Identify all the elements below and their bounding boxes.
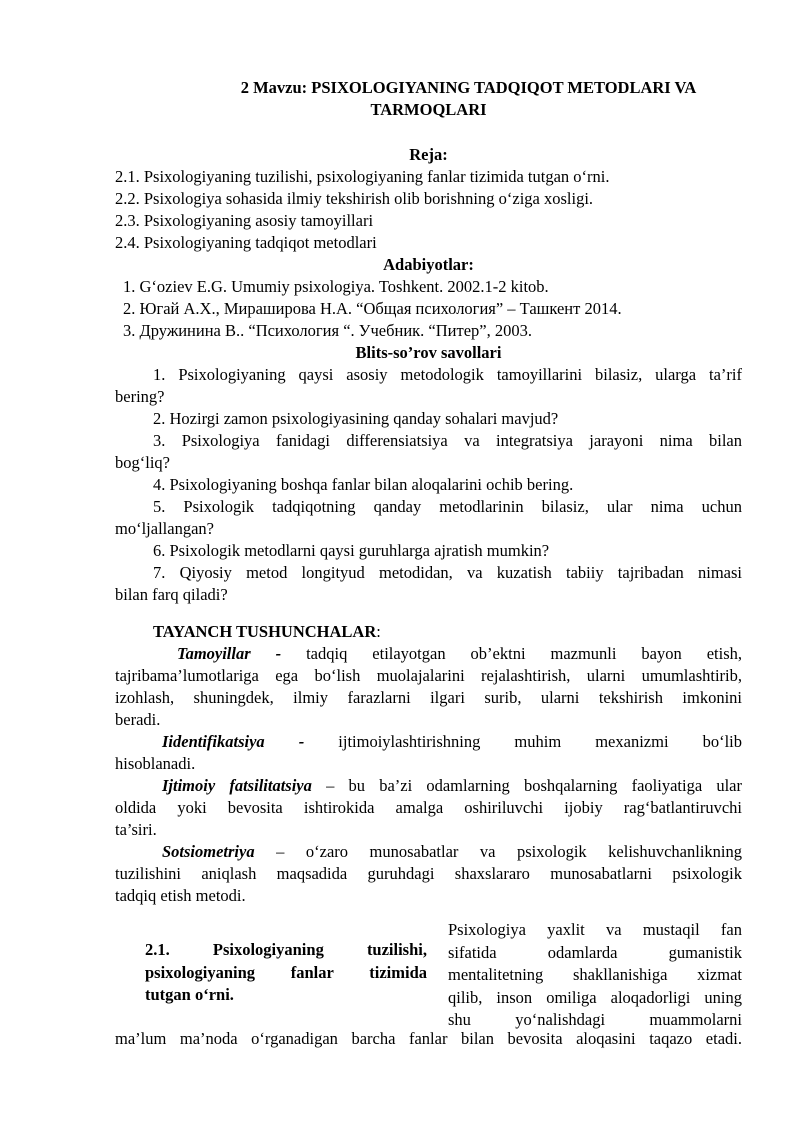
section-text-line: shu yo‘nalishdagi muammolarni [448, 1010, 742, 1029]
plan-item: 2.1. Psixologiyaning tuzilishi, psixologiyaning fanlar tizimida tutgan o‘rni. [115, 167, 610, 186]
concepts-heading-text: TAYANCH TUSHUNCHALAR [153, 622, 377, 641]
question-text: 7. Qiyosiy metod longityud metodidan, va kuzatish tabiiy tajribadan nimasi [153, 563, 742, 582]
concepts-heading-colon: : [376, 622, 381, 641]
question-item [115, 496, 742, 540]
question-text: 6. Psixologik metodlarni qaysi guruhlarga ajratish mumkin? [153, 541, 550, 560]
references-heading: Adabiyotlar: [383, 255, 474, 274]
concept-text-line: hisoblanadi. [115, 754, 196, 773]
question-item [115, 562, 742, 606]
question-text: bering? [115, 387, 165, 406]
concept-text-line: tuzilishini aniqlash maqsadida guruhdagi shaxslararo munosabatlarni psixologik [115, 864, 742, 883]
title-line-1: 2 Mavzu: PSIXOLOGIYANING TADQIQOT METODLARI VA [240, 78, 697, 97]
question-item [115, 408, 742, 430]
section-heading [145, 939, 427, 1007]
concept-definition: – bu ba’zi odamlarning boshqalarning faoliyatiga ular [326, 776, 743, 795]
section-intro-text [448, 919, 742, 1032]
concept-text-line: oldida yoki bevosita ishtirokida amalga oshiriluvchi ijobiy rag‘batlantiruvchi [115, 798, 742, 817]
question-text: 1. Psixologiyaning qaysi asosiy metodologik tamoyillarini bilasiz, ularga ta’rif [153, 365, 742, 384]
question-item [115, 474, 742, 496]
concept-definition: tadqiq etilayotgan ob’ektni mazmunli bayon etish, [306, 644, 743, 663]
concept-term: Ijtimoiy fatsilitatsiya [162, 776, 312, 795]
page-title [115, 77, 742, 121]
concept-sotsiometriya [115, 841, 742, 863]
section-text-line: qilib, inson omiliga aloqadorligi uning [448, 987, 742, 1007]
key-concepts-section [115, 621, 742, 907]
section-text-line: mentalitetning shakllanishiga xizmat [448, 965, 742, 984]
plan-item: 2.4. Psixologiyaning tadqiqot metodlari [115, 233, 377, 252]
question-text: bog‘liq? [115, 453, 170, 472]
references-section [115, 254, 742, 342]
question-text: bilan farq qiladi? [115, 585, 228, 604]
reference-item: 2. Югай А.Х., Миpашиpова Н.А. “Общая психология” – Ташкент 2014. [123, 299, 622, 318]
concept-text-line: tadqiq etish metodi. [115, 886, 246, 905]
section-text-continuation: ma’lum ma’noda o‘rganadigan barcha fanlar bilan bevosita aloqasini taqazo etadi. [115, 1029, 742, 1048]
question-item [115, 364, 742, 408]
section-text-line: Psixologiya yaxlit va mustaqil fan [448, 920, 742, 939]
concept-fatsilitatsiya [115, 775, 742, 797]
questions-section [115, 342, 742, 606]
section-heading-line: tutgan o‘rni. [145, 985, 234, 1004]
concept-term: Tamoyillar - [177, 644, 282, 663]
concept-tamoyillar [115, 643, 742, 665]
reference-item: 3. Дружинина В.. “Психология “. Учебник. “Питер”, 2003. [123, 321, 532, 340]
section-heading-line: psixologiyaning fanlar tizimida [145, 962, 427, 982]
question-text: 3. Psixologiya fanidagi differensiatsiya va integratsiya jarayoni nima bilan [153, 431, 742, 450]
concept-text-line: ta’siri. [115, 820, 157, 839]
concept-text-line: tajribama’lumotlariga ega bo‘lish muolajalarini rejalashtirish, ularni umumlashtirib, [115, 666, 742, 685]
plan-section [115, 144, 742, 254]
plan-item: 2.2. Psixologiya sohasida ilmiy tekshirish olib borishning o‘ziga xosligi. [115, 189, 594, 208]
questions-heading: Blits-so’rov savollari [355, 343, 502, 362]
plan-heading: Reja: [409, 145, 448, 164]
question-item [115, 430, 742, 474]
concept-term: Sotsiometriya [162, 842, 255, 861]
title-line-2: TARMOQLARI [370, 100, 487, 119]
question-text: 2. Hozirgi zamon psixologiyasining qanday sohalari mavjud? [153, 409, 559, 428]
question-text: mo‘ljallangan? [115, 519, 214, 538]
concept-text-line: izohlash, shuningdek, ilmiy farazlarni ilgari surib, ularni tekshirish imkonini [115, 688, 742, 707]
question-text: 4. Psixologiyaning boshqa fanlar bilan aloqalarini ochib bering. [153, 475, 574, 494]
concept-term: Iidentifikatsiya - [162, 732, 305, 751]
concept-identifikatsiya [115, 731, 742, 753]
concepts-heading [115, 621, 742, 643]
section-heading-line: 2.1. Psixologiyaning tuzilishi, [145, 940, 427, 959]
section-text-line: sifatida odamlarda gumanistik [448, 942, 742, 962]
plan-item: 2.3. Psixologiyaning asosiy tamoyillari [115, 211, 374, 230]
concept-definition: – o‘zaro munosabatlar va psixologik kelishuvchanlikning [276, 842, 742, 861]
concept-text-line: beradi. [115, 710, 161, 729]
question-text: 5. Psixologik tadqiqotning qanday metodlarinin bilasiz, ular nima uchun [153, 497, 742, 516]
reference-item: 1. G‘oziev E.G. Umumiy psixologiya. Toshkent. 2002.1-2 kitob. [123, 277, 549, 296]
question-item [115, 540, 742, 562]
concept-definition: ijtimoiylashtirishning muhim mexanizmi bo‘lib [338, 732, 743, 751]
